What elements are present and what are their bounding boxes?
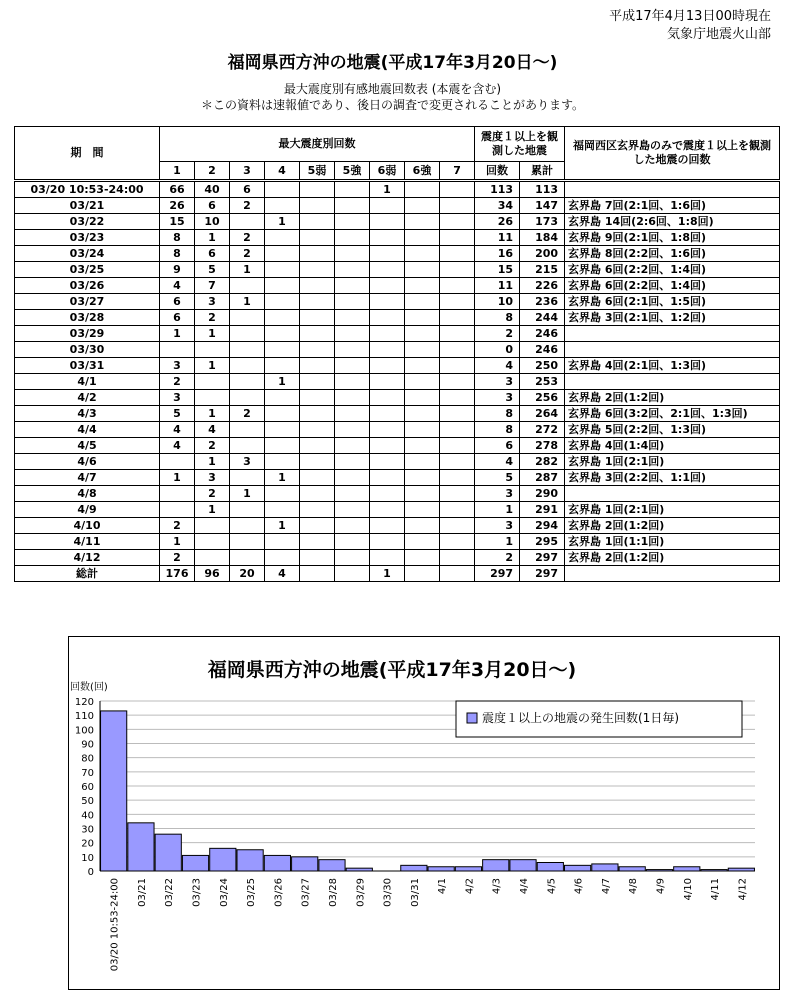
legend-label: 震度１以上の地震の発生回数(1日毎) xyxy=(482,711,679,725)
intensity-count-cell: 40 xyxy=(195,181,230,198)
count-cell: 6 xyxy=(475,438,520,454)
count-cell: 113 xyxy=(475,181,520,198)
x-tick-label: 4/3 xyxy=(491,878,503,895)
count-cell: 8 xyxy=(475,422,520,438)
count-cell: 8 xyxy=(475,310,520,326)
x-tick-label: 4/6 xyxy=(573,878,585,895)
bar xyxy=(182,855,208,871)
intensity-count-cell: 6 xyxy=(160,310,195,326)
y-tick-label: 100 xyxy=(74,725,94,737)
intensity-count-cell: 2 xyxy=(195,486,230,502)
intensity-count-cell: 2 xyxy=(160,518,195,534)
period-cell: 総計 xyxy=(15,566,160,582)
y-tick-label: 110 xyxy=(74,711,94,723)
period-cell: 03/31 xyxy=(15,358,160,374)
period-cell: 03/23 xyxy=(15,230,160,246)
x-tick-label: 03/21 xyxy=(136,878,148,907)
y-tick-label: 70 xyxy=(81,767,94,779)
period-cell: 03/30 xyxy=(15,342,160,358)
bar xyxy=(537,863,563,872)
intensity-count-cell: 1 xyxy=(195,406,230,422)
y-tick-label: 0 xyxy=(87,867,94,878)
count-cell: 26 xyxy=(475,214,520,230)
cumulative-cell: 246 xyxy=(520,342,565,358)
intensity-count-cell: 1 xyxy=(230,486,265,502)
x-tick-label: 4/8 xyxy=(628,878,640,895)
intensity-level-header: 6強 xyxy=(405,162,440,181)
genkai-cell: 玄界島 8回(2:2回、1:6回) xyxy=(565,246,780,262)
bar xyxy=(264,855,290,871)
bar xyxy=(155,834,181,871)
cumulative-cell: 290 xyxy=(520,486,565,502)
intensity-count-cell: 1 xyxy=(160,326,195,342)
x-tick-label: 03/30 xyxy=(382,878,394,907)
count-cell: 11 xyxy=(475,278,520,294)
cumulative-cell: 295 xyxy=(520,534,565,550)
period-cell: 03/20 10:53-24:00 xyxy=(15,181,160,198)
intensity-count-cell: 6 xyxy=(195,198,230,214)
intensity-count-cell: 1 xyxy=(265,374,300,390)
x-tick-label: 03/22 xyxy=(164,878,176,907)
y-tick-label: 80 xyxy=(81,753,94,765)
intensity-header: 最大震度別回数 xyxy=(160,127,475,162)
x-tick-label: 03/25 xyxy=(246,878,258,907)
bar xyxy=(237,850,263,871)
bar xyxy=(428,867,454,871)
x-tick-label: 03/29 xyxy=(355,878,367,907)
x-tick-label: 4/4 xyxy=(519,878,531,895)
intensity-count-cell: 2 xyxy=(195,310,230,326)
y-tick-label: 50 xyxy=(81,796,94,808)
intensity-count-cell: 15 xyxy=(160,214,195,230)
intensity-count-cell: 3 xyxy=(230,454,265,470)
period-cell: 03/21 xyxy=(15,198,160,214)
cumulative-cell: 226 xyxy=(520,278,565,294)
x-tick-label: 03/24 xyxy=(218,878,230,907)
period-cell: 4/6 xyxy=(15,454,160,470)
period-cell: 4/1 xyxy=(15,374,160,390)
period-cell: 4/2 xyxy=(15,390,160,406)
cumulative-cell: 246 xyxy=(520,326,565,342)
period-cell: 03/24 xyxy=(15,246,160,262)
legend-swatch xyxy=(467,713,477,723)
intensity-count-cell: 1 xyxy=(195,358,230,374)
bar xyxy=(455,867,481,871)
count-cell: 16 xyxy=(475,246,520,262)
genkai-cell: 玄界島 1回(1:1回) xyxy=(565,534,780,550)
cumulative-cell: 113 xyxy=(520,181,565,198)
y-tick-label: 10 xyxy=(81,852,94,864)
period-cell: 03/29 xyxy=(15,326,160,342)
intensity-count-cell: 2 xyxy=(195,438,230,454)
count-cell: 8 xyxy=(475,406,520,422)
date-line: 平成17年4月13日00時現在 xyxy=(609,9,771,24)
genkai-cell: 玄界島 1回(2:1回) xyxy=(565,502,780,518)
intensity-count-cell: 96 xyxy=(195,566,230,582)
intensity-count-cell: 1 xyxy=(265,214,300,230)
x-tick-label: 03/31 xyxy=(409,878,421,907)
intensity-level-header: 5強 xyxy=(335,162,370,181)
period-cell: 4/3 xyxy=(15,406,160,422)
intensity-level-header: 5弱 xyxy=(300,162,335,181)
x-tick-label: 4/10 xyxy=(682,878,694,901)
bar xyxy=(128,823,154,871)
x-tick-label: 03/28 xyxy=(327,878,339,907)
period-cell: 4/4 xyxy=(15,422,160,438)
intensity-level-header: 4 xyxy=(265,162,300,181)
y-axis-label: 回数(回) xyxy=(70,682,108,693)
intensity-count-cell: 1 xyxy=(265,518,300,534)
intensity-count-cell: 2 xyxy=(230,246,265,262)
genkai-cell: 玄界島 6回(3:2回、2:1回、1:3回) xyxy=(565,406,780,422)
intensity-count-cell: 3 xyxy=(195,470,230,486)
genkai-cell: 玄界島 3回(2:2回、1:1回) xyxy=(565,470,780,486)
x-tick-label: 4/12 xyxy=(737,878,749,901)
count-cell: 1 xyxy=(475,502,520,518)
intensity-count-cell: 5 xyxy=(195,262,230,278)
count-cell: 11 xyxy=(475,230,520,246)
page-title: 福岡県西方沖の地震(平成17年3月20日～) xyxy=(227,53,558,73)
bar xyxy=(483,860,509,871)
intensity-count-cell: 1 xyxy=(195,454,230,470)
period-cell: 4/10 xyxy=(15,518,160,534)
count-cell: 2 xyxy=(475,326,520,342)
intensity-level-header: 1 xyxy=(160,162,195,181)
intensity-count-cell: 4 xyxy=(160,278,195,294)
intensity-count-cell: 7 xyxy=(195,278,230,294)
cumulative-cell: 272 xyxy=(520,422,565,438)
cumulative-cell: 291 xyxy=(520,502,565,518)
intensity-level-header: 2 xyxy=(195,162,230,181)
y-tick-label: 40 xyxy=(81,810,94,822)
disclaimer-note: ＊この資料は速報値であり、後日の調査で変更されることがあります。 xyxy=(200,98,585,112)
genkai-cell: 玄界島 2回(1:2回) xyxy=(565,550,780,566)
intensity-count-cell: 6 xyxy=(195,246,230,262)
cumulative-cell: 297 xyxy=(520,566,565,582)
intensity-count-cell: 4 xyxy=(265,566,300,582)
intensity-count-cell: 8 xyxy=(160,230,195,246)
x-tick-label: 03/23 xyxy=(191,878,203,907)
cumulative-header: 累計 xyxy=(520,162,565,181)
count-cell: 4 xyxy=(475,454,520,470)
intensity-count-cell: 6 xyxy=(160,294,195,310)
genkai-cell: 玄界島 7回(2:1回、1:6回) xyxy=(565,198,780,214)
intensity-count-cell: 66 xyxy=(160,181,195,198)
period-cell: 4/5 xyxy=(15,438,160,454)
genkai-cell: 玄界島 1回(2:1回) xyxy=(565,454,780,470)
genkai-cell: 玄界島 5回(2:2回、1:3回) xyxy=(565,422,780,438)
cumulative-cell: 215 xyxy=(520,262,565,278)
genkai-cell: 玄界島 2回(1:2回) xyxy=(565,390,780,406)
intensity-count-cell: 2 xyxy=(230,406,265,422)
intensity-count-cell: 1 xyxy=(195,502,230,518)
period-cell: 03/28 xyxy=(15,310,160,326)
x-tick-label: 4/2 xyxy=(464,878,476,895)
count-cell: 5 xyxy=(475,470,520,486)
x-tick-label: 03/20 10:53-24:00 xyxy=(109,878,121,972)
intensity-count-cell: 1 xyxy=(265,470,300,486)
x-tick-label: 4/11 xyxy=(710,878,722,901)
bar xyxy=(292,857,318,871)
cumulative-cell: 287 xyxy=(520,470,565,486)
cumulative-cell: 250 xyxy=(520,358,565,374)
bar xyxy=(101,711,127,871)
genkai-cell: 玄界島 9回(2:1回、1:8回) xyxy=(565,230,780,246)
cumulative-cell: 278 xyxy=(520,438,565,454)
cumulative-cell: 173 xyxy=(520,214,565,230)
genkai-cell: 玄界島 4回(1:4回) xyxy=(565,438,780,454)
cumulative-cell: 297 xyxy=(520,550,565,566)
period-cell: 4/7 xyxy=(15,470,160,486)
intensity-count-cell: 5 xyxy=(160,406,195,422)
intensity-count-cell: 6 xyxy=(230,181,265,198)
genkai-cell: 玄界島 6回(2:1回、1:5回) xyxy=(565,294,780,310)
intensity-count-cell: 2 xyxy=(160,374,195,390)
table-subtitle: 最大震度別有感地震回数表 (本震を含む) xyxy=(283,82,502,96)
intensity-count-cell: 4 xyxy=(160,422,195,438)
period-cell: 4/8 xyxy=(15,486,160,502)
cumulative-cell: 264 xyxy=(520,406,565,422)
period-cell: 4/9 xyxy=(15,502,160,518)
intensity-count-cell: 20 xyxy=(230,566,265,582)
intensity-count-cell: 1 xyxy=(230,294,265,310)
cumulative-cell: 236 xyxy=(520,294,565,310)
count-cell: 2 xyxy=(475,550,520,566)
cumulative-cell: 147 xyxy=(520,198,565,214)
period-header: 期 間 xyxy=(15,127,160,181)
intensity-count-cell: 3 xyxy=(160,390,195,406)
count-cell: 4 xyxy=(475,358,520,374)
bar xyxy=(401,865,427,871)
genkai-cell: 玄界島 3回(2:1回、1:2回) xyxy=(565,310,780,326)
bar xyxy=(565,865,591,871)
bar xyxy=(210,848,236,871)
intensity-count-cell: 8 xyxy=(160,246,195,262)
count-cell: 3 xyxy=(475,390,520,406)
intensity-count-cell: 3 xyxy=(160,358,195,374)
bar xyxy=(674,867,700,871)
y-tick-label: 60 xyxy=(81,782,94,793)
x-tick-label: 4/7 xyxy=(600,878,612,895)
count-cell: 34 xyxy=(475,198,520,214)
period-cell: 4/11 xyxy=(15,534,160,550)
x-tick-label: 4/1 xyxy=(437,878,449,895)
count-cell: 297 xyxy=(475,566,520,582)
observed-header: 震度１以上を観測した地震 xyxy=(475,127,565,162)
y-tick-label: 20 xyxy=(81,838,94,850)
intensity-count-cell: 1 xyxy=(230,262,265,278)
x-tick-label: 4/9 xyxy=(655,878,667,895)
bar xyxy=(510,860,536,871)
x-tick-label: 03/27 xyxy=(300,878,312,907)
bar xyxy=(319,860,345,871)
genkai-header: 福岡西区玄界島のみで震度１以上を観測した地震の回数 xyxy=(565,127,780,181)
intensity-level-header: 6弱 xyxy=(370,162,405,181)
y-tick-label: 120 xyxy=(74,697,94,708)
chart-title: 福岡県西方沖の地震(平成17年3月20日～) xyxy=(207,659,577,681)
intensity-count-cell: 1 xyxy=(160,470,195,486)
bar xyxy=(592,864,618,871)
genkai-cell: 玄界島 6回(2:2回、1:4回) xyxy=(565,262,780,278)
count-cell: 15 xyxy=(475,262,520,278)
intensity-count-cell: 1 xyxy=(195,326,230,342)
period-cell: 03/25 xyxy=(15,262,160,278)
cumulative-cell: 184 xyxy=(520,230,565,246)
intensity-level-header: 7 xyxy=(440,162,475,181)
count-cell: 1 xyxy=(475,534,520,550)
x-tick-label: 4/5 xyxy=(546,878,558,895)
bar xyxy=(619,867,645,871)
period-cell: 03/22 xyxy=(15,214,160,230)
count-cell: 10 xyxy=(475,294,520,310)
cumulative-cell: 253 xyxy=(520,374,565,390)
count-cell: 3 xyxy=(475,486,520,502)
intensity-count-cell: 1 xyxy=(370,181,405,198)
intensity-count-cell: 26 xyxy=(160,198,195,214)
period-cell: 4/12 xyxy=(15,550,160,566)
intensity-level-header: 3 xyxy=(230,162,265,181)
cumulative-cell: 294 xyxy=(520,518,565,534)
count-cell: 3 xyxy=(475,518,520,534)
intensity-count-cell: 1 xyxy=(160,534,195,550)
genkai-cell: 玄界島 6回(2:2回、1:4回) xyxy=(565,278,780,294)
intensity-count-cell: 2 xyxy=(230,230,265,246)
intensity-count-cell: 2 xyxy=(230,198,265,214)
intensity-count-cell: 1 xyxy=(370,566,405,582)
intensity-count-cell: 176 xyxy=(160,566,195,582)
genkai-cell: 玄界島 4回(2:1回、1:3回) xyxy=(565,358,780,374)
intensity-count-cell: 10 xyxy=(195,214,230,230)
count-cell: 0 xyxy=(475,342,520,358)
cumulative-cell: 200 xyxy=(520,246,565,262)
genkai-cell: 玄界島 14回(2:6回、1:8回) xyxy=(565,214,780,230)
y-tick-label: 30 xyxy=(81,824,94,836)
y-tick-label: 90 xyxy=(81,739,94,751)
intensity-count-cell: 3 xyxy=(195,294,230,310)
x-tick-label: 03/26 xyxy=(273,878,285,907)
intensity-count-cell: 2 xyxy=(160,550,195,566)
period-cell: 03/27 xyxy=(15,294,160,310)
count-cell: 3 xyxy=(475,374,520,390)
cumulative-cell: 244 xyxy=(520,310,565,326)
cumulative-cell: 282 xyxy=(520,454,565,470)
count-header: 回数 xyxy=(475,162,520,181)
intensity-count-cell: 4 xyxy=(195,422,230,438)
intensity-count-cell: 4 xyxy=(160,438,195,454)
org-line: 気象庁地震火山部 xyxy=(666,27,771,42)
intensity-count-cell: 9 xyxy=(160,262,195,278)
cumulative-cell: 256 xyxy=(520,390,565,406)
intensity-count-cell: 1 xyxy=(195,230,230,246)
genkai-cell: 玄界島 2回(1:2回) xyxy=(565,518,780,534)
period-cell: 03/26 xyxy=(15,278,160,294)
